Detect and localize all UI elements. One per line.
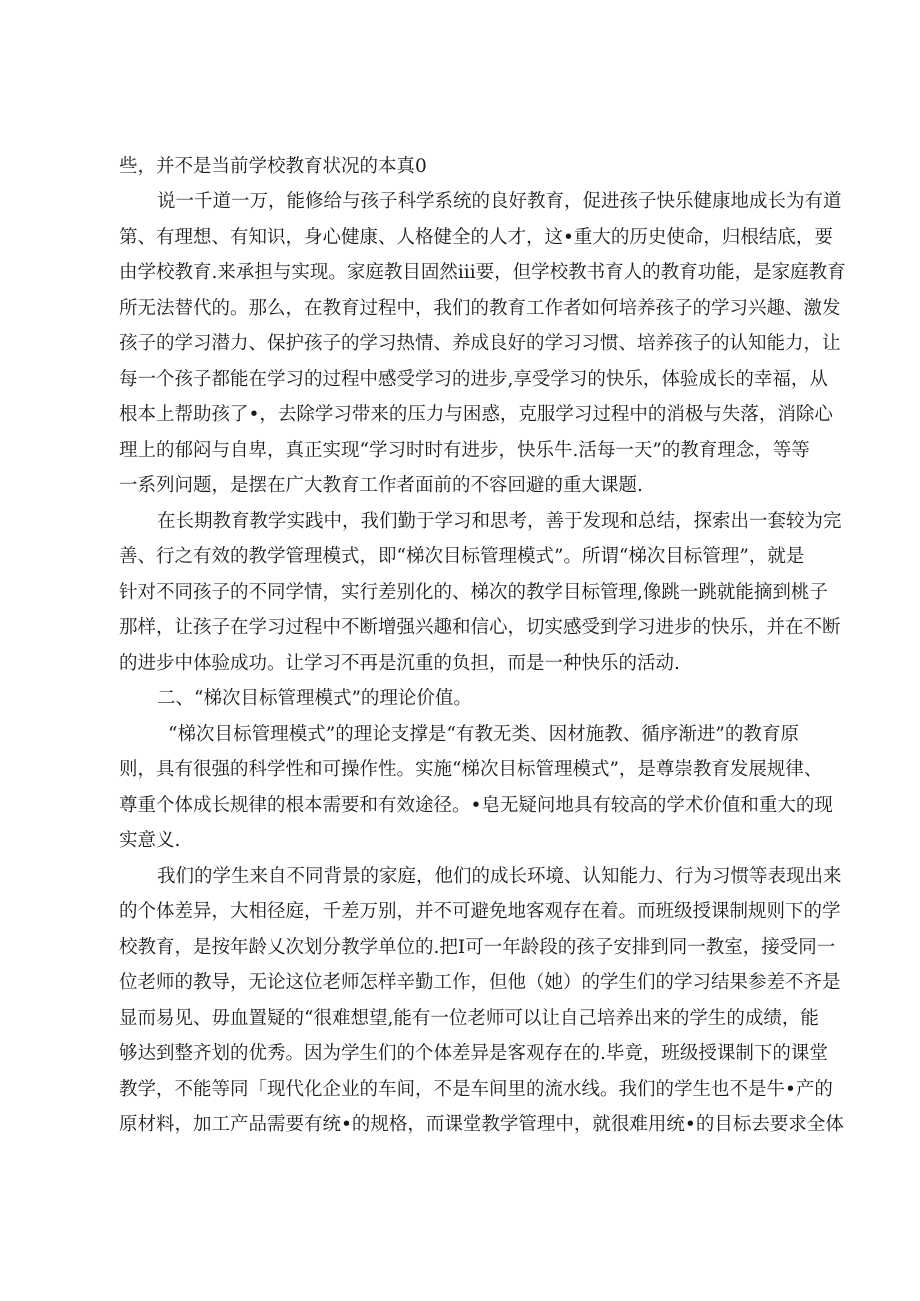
text-line: 善、行之有效的教学管理模式，即“梯次目标管理模式”。所谓“梯次目标管理”，就是 bbox=[119, 546, 805, 567]
text-line: 原材料，加工产品需要有统•的规格，而课堂教学管理中，就很难用统•的目标去要求全体 bbox=[119, 1114, 844, 1135]
text-line: 的进步中体验成功。让学习不再是沉重的负担，而是一种快乐的活动. bbox=[119, 653, 680, 674]
text-line: 理上的郁闷与自卑，真正实现“学习时时有进步，快乐牛.活每一天”的教育理念，等等 bbox=[119, 440, 810, 461]
text-line: 尊重个体成长规律的根本需要和有效途径。•皂无疑问地具有较高的学术价值和重大的现 bbox=[119, 795, 833, 816]
text-line: 每一个孩子都能在学习的过程中感受学习的进步,享受学习的快乐，体验成长的幸福，从 bbox=[119, 369, 828, 390]
text-line: 位老师的教导，无论这位老师怎样辛勤工作，但他（她）的学生们的学习结果参差不齐是 bbox=[119, 972, 841, 993]
text-line: 根本上帮助孩了•，去除学习带来的压力与困惑，克服学习过程中的消极与失落，消除心 bbox=[119, 404, 833, 425]
paragraph-first-line: “梯次目标管理模式”的理论支撑是“有教无类、因材施教、循序渐进”的教育原 bbox=[168, 724, 799, 745]
text-line: 那样，让孩子在学习过程中不断增强兴趣和信心，切实感受到学习进步的快乐，并在不断 bbox=[119, 617, 841, 638]
text-line: 校教育，是按年龄乂次划分教学单位的.把I可一年龄段的孩子安排到同一教室，接受同一 bbox=[119, 937, 836, 958]
text-line: 些，并不是当前学校教育状况的本真0 bbox=[119, 156, 427, 177]
text-line: 第、有理想、有知识，身心健康、人格健全的人才，这•重大的历史使命，归根结底，要 bbox=[119, 227, 833, 248]
text-line: 针对不同孩子的不同学情，实行差别化的、梯次的教学目标管理,像跳一跳就能摘到桃子 bbox=[119, 582, 828, 603]
paragraph-first-line: 说一千道一万，能修给与孩子科学系统的良好教育，促进孩子快乐健康地成长为有道 bbox=[157, 191, 842, 212]
text-line: 则，具有很强的科学性和可操作性。实施“梯次目标管理模式”，是尊崇教育发展规律、 bbox=[119, 759, 823, 780]
paragraph-first-line: 在长期教育教学实践中，我们勤于学习和思考，善于发现和总结，探索出一套较为完 bbox=[157, 511, 842, 532]
text-line: 显而易见、毋血置疑的“很难想望,能有一位老师可以让自己培养出来的学生的成绩，能 bbox=[119, 1008, 819, 1029]
text-line: 教学，不能等同「现代化企业的车间，不是车间里的流水线。我们的学生也不是牛•产的 bbox=[119, 1079, 833, 1100]
text-line: 实意义. bbox=[119, 830, 181, 851]
text-line: 孩子的学习潜力、保护孩子的学习热情、养成良好的学习习惯、培养孩子的认知能力，让 bbox=[119, 333, 841, 354]
text-line: 一系列问题，是摆在广大教育工作者面前的不容回避的重大课题. bbox=[119, 475, 643, 496]
text-line: 所无法替代的。那么，在教育过程中，我们的教育工作者如何培养孩子的学习兴趣、激发 bbox=[119, 298, 841, 319]
text-line: 由学校教育.来承担与实现。家庭教目固然ііі要，但学校教书育人的教育功能，是家庭教育 bbox=[119, 262, 846, 283]
section-heading: 二、“梯次目标管理模式”的理论价值。 bbox=[157, 688, 472, 709]
text-line: 够达到整齐划的优秀。因为学生们的个体差异是客观存在的.毕竟，班级授课制下的课堂 bbox=[119, 1043, 828, 1064]
paragraph-first-line: 我们的学生来自不同背景的家庭，他们的成长环境、认知能力、行为习惯等表现出来 bbox=[157, 866, 842, 887]
text-line: 的个体差异，大相径庭，千差万别，并不可避免地客观存在着。而班级授课制规则下的学 bbox=[119, 901, 841, 922]
